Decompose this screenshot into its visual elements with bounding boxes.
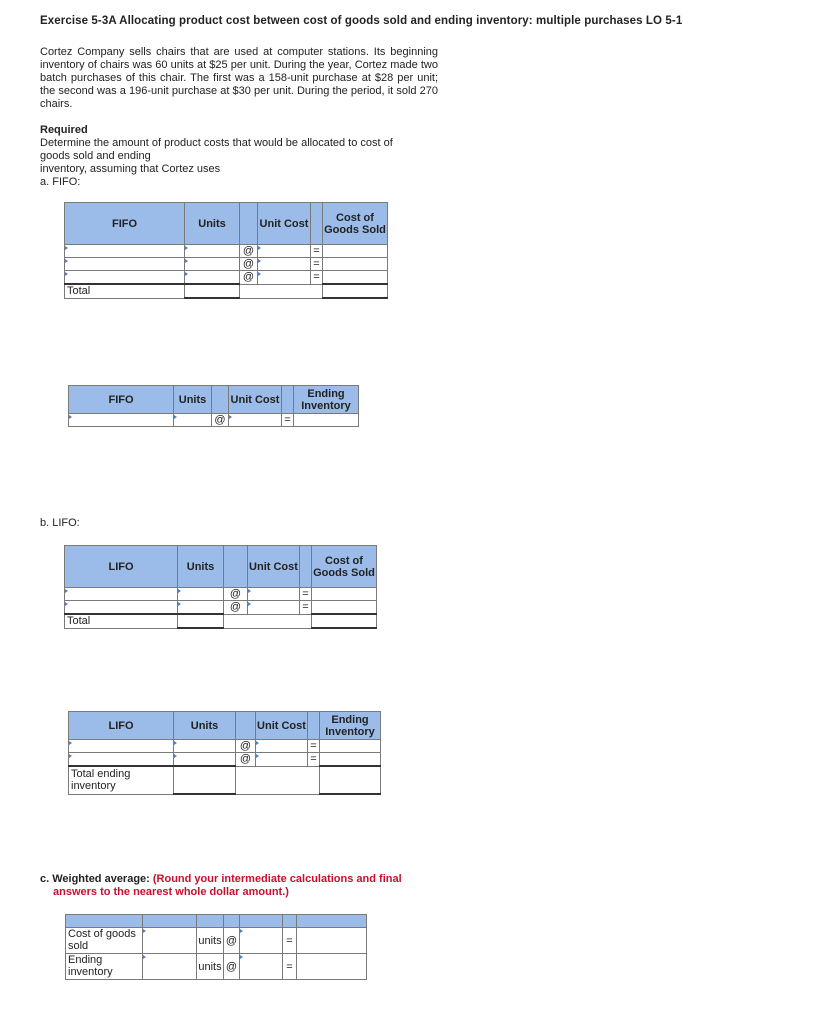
at-symbol: @	[236, 753, 256, 767]
lifo-ei-units-input[interactable]	[174, 753, 236, 767]
equals-symbol: =	[283, 954, 297, 980]
at-symbol: @	[224, 588, 248, 601]
fifo-ei-units-input[interactable]	[174, 414, 212, 427]
lifo-ei-unit-cost-input[interactable]	[256, 740, 308, 753]
lifo-ei-row	[69, 740, 381, 753]
required-text	[40, 137, 440, 176]
wavg-cogs-label: Cost of goods sold	[66, 928, 143, 954]
fifo-cogs-amount-input[interactable]	[323, 258, 388, 271]
lifo-ei-table	[68, 711, 381, 795]
equals-symbol: =	[311, 271, 323, 285]
at-symbol: @	[224, 601, 248, 615]
equals-symbol: =	[308, 753, 320, 767]
lifo-ei-header-units: Units	[174, 712, 236, 740]
at-symbol: @	[240, 271, 258, 285]
exercise-title: Exercise 5-3A Allocating product cost between cost of goods sold and ending inventory: multiple purchases LO 5-1	[40, 15, 683, 27]
fifo-cogs-amount-input[interactable]	[323, 245, 388, 258]
lifo-ei-amount-input[interactable]	[320, 753, 381, 767]
wavg-cogs-units-input[interactable]	[143, 928, 197, 954]
fifo-ei-amount-input[interactable]	[294, 414, 359, 427]
rounding-note-line-1: (Round your intermediate calculations and final	[152, 873, 402, 885]
lifo-ei-total-label: Total ending inventory	[69, 766, 174, 794]
fifo-cogs-total-amount[interactable]	[323, 284, 388, 298]
units-label: units	[197, 928, 224, 954]
lifo-cogs-units-input[interactable]	[178, 588, 224, 601]
required-line-1: Determine the amount of product costs that would be allocated to cost of	[40, 137, 393, 149]
fifo-cogs-amount-input[interactable]	[323, 271, 388, 285]
lifo-ei-row	[69, 753, 381, 767]
required-heading: Required	[40, 124, 88, 136]
lifo-ei-amount-input[interactable]	[320, 740, 381, 753]
lifo-cogs-units-input[interactable]	[178, 601, 224, 615]
lifo-cogs-amount-input[interactable]	[312, 601, 377, 615]
fifo-cogs-unit-cost-input[interactable]	[258, 271, 311, 285]
lifo-ei-total-amount[interactable]	[320, 766, 381, 794]
fifo-cogs-units-input[interactable]	[185, 271, 240, 285]
equals-symbol: =	[300, 601, 312, 615]
wavg-cogs-amount-input[interactable]	[297, 928, 367, 954]
lifo-ei-header-ending-inventory: Ending Inventory	[320, 712, 381, 740]
lifo-ei-layer-input[interactable]	[69, 753, 174, 767]
equals-symbol: =	[282, 414, 294, 427]
required-line-3: inventory, assuming that Cortez uses	[40, 163, 221, 175]
fifo-ei-unit-cost-input[interactable]	[229, 414, 282, 427]
at-symbol: @	[224, 928, 240, 954]
wavg-ei-unit-cost-input[interactable]	[240, 954, 283, 980]
fifo-cogs-units-input[interactable]	[185, 258, 240, 271]
lifo-cogs-unit-cost-input[interactable]	[248, 588, 300, 601]
fifo-cogs-layer-input[interactable]	[65, 271, 185, 285]
at-symbol: @	[224, 954, 240, 980]
fifo-cogs-table	[64, 202, 388, 299]
lifo-ei-header-unit-cost: Unit Cost	[256, 712, 308, 740]
wavg-ei-units-input[interactable]	[143, 954, 197, 980]
section-a-label: a. FIFO:	[40, 176, 81, 188]
weighted-average-table	[65, 914, 367, 980]
equals-symbol: =	[300, 588, 312, 601]
lifo-cogs-table	[64, 545, 377, 629]
lifo-cogs-total-amount[interactable]	[312, 614, 377, 628]
lifo-ei-total-units[interactable]	[174, 766, 236, 794]
lifo-ei-unit-cost-input[interactable]	[256, 753, 308, 767]
units-label: units	[197, 954, 224, 980]
lifo-cogs-header-method: LIFO	[65, 546, 178, 588]
lifo-cogs-layer-input[interactable]	[65, 601, 178, 615]
rounding-note-line-2: answers to the nearest whole dollar amount.)	[53, 886, 289, 898]
lifo-ei-units-input[interactable]	[174, 740, 236, 753]
wavg-cogs-unit-cost-input[interactable]	[240, 928, 283, 954]
equals-symbol: =	[308, 740, 320, 753]
at-symbol: @	[240, 245, 258, 258]
lifo-cogs-unit-cost-input[interactable]	[248, 601, 300, 615]
fifo-cogs-header-method: FIFO	[65, 203, 185, 245]
lifo-ei-header-method: LIFO	[69, 712, 174, 740]
equals-symbol: =	[283, 928, 297, 954]
equals-symbol: =	[311, 258, 323, 271]
fifo-ei-header-ending-inventory: Ending Inventory	[294, 386, 359, 414]
wavg-cogs-row	[66, 928, 367, 954]
fifo-ei-header-unit-cost: Unit Cost	[229, 386, 282, 414]
at-symbol: @	[240, 258, 258, 271]
lifo-cogs-total-row	[65, 614, 377, 628]
at-symbol: @	[212, 414, 229, 427]
wavg-ei-row	[66, 954, 367, 980]
fifo-cogs-layer-input[interactable]	[65, 258, 185, 271]
equals-symbol: =	[311, 245, 323, 258]
fifo-cogs-header-cogs: Cost of Goods Sold	[323, 203, 388, 245]
fifo-ei-layer-input[interactable]	[69, 414, 174, 427]
fifo-ei-header-units: Units	[174, 386, 212, 414]
lifo-cogs-header-cogs: Cost of Goods Sold	[312, 546, 377, 588]
fifo-cogs-row	[65, 258, 388, 271]
fifo-cogs-total-label: Total	[65, 284, 185, 298]
required-line-2: goods sold and ending	[40, 150, 151, 162]
lifo-ei-layer-input[interactable]	[69, 740, 174, 753]
lifo-ei-total-row	[69, 766, 381, 794]
fifo-cogs-units-input[interactable]	[185, 245, 240, 258]
fifo-cogs-unit-cost-input[interactable]	[258, 258, 311, 271]
lifo-cogs-total-label: Total	[65, 614, 178, 628]
fifo-ei-table	[68, 385, 359, 427]
fifo-cogs-total-row	[65, 284, 388, 298]
section-c-label: c. Weighted average:	[40, 873, 153, 885]
fifo-cogs-total-units[interactable]	[185, 284, 240, 298]
fifo-cogs-row	[65, 271, 388, 285]
wavg-ei-label: Ending inventory	[66, 954, 143, 980]
fifo-cogs-header-units: Units	[185, 203, 240, 245]
fifo-cogs-unit-cost-input[interactable]	[258, 245, 311, 258]
lifo-cogs-layer-input[interactable]	[65, 588, 178, 601]
fifo-cogs-layer-input[interactable]	[65, 245, 185, 258]
at-symbol: @	[236, 740, 256, 753]
lifo-cogs-row	[65, 588, 377, 601]
weighted-average-instruction	[40, 873, 440, 899]
problem-text: Cortez Company sells chairs that are used at computer stations. Its beginning inventory of chairs was 60 units at $25 per unit. During the year, Cortez made two batch purchases of this chair. The first was a 158-unit purchase at $28 per unit; the second was a 196-unit purchase at $30 per unit. During the period, it sold 270 chairs.	[40, 46, 438, 110]
fifo-ei-row	[69, 414, 359, 427]
fifo-cogs-header-unit-cost: Unit Cost	[258, 203, 311, 245]
lifo-cogs-header-unit-cost: Unit Cost	[248, 546, 300, 588]
fifo-cogs-row	[65, 245, 388, 258]
lifo-cogs-header-units: Units	[178, 546, 224, 588]
lifo-cogs-amount-input[interactable]	[312, 588, 377, 601]
section-b-label: b. LIFO:	[40, 517, 80, 529]
wavg-ei-amount-input[interactable]	[297, 954, 367, 980]
fifo-ei-header-method: FIFO	[69, 386, 174, 414]
lifo-cogs-row	[65, 601, 377, 615]
lifo-cogs-total-units[interactable]	[178, 614, 224, 628]
